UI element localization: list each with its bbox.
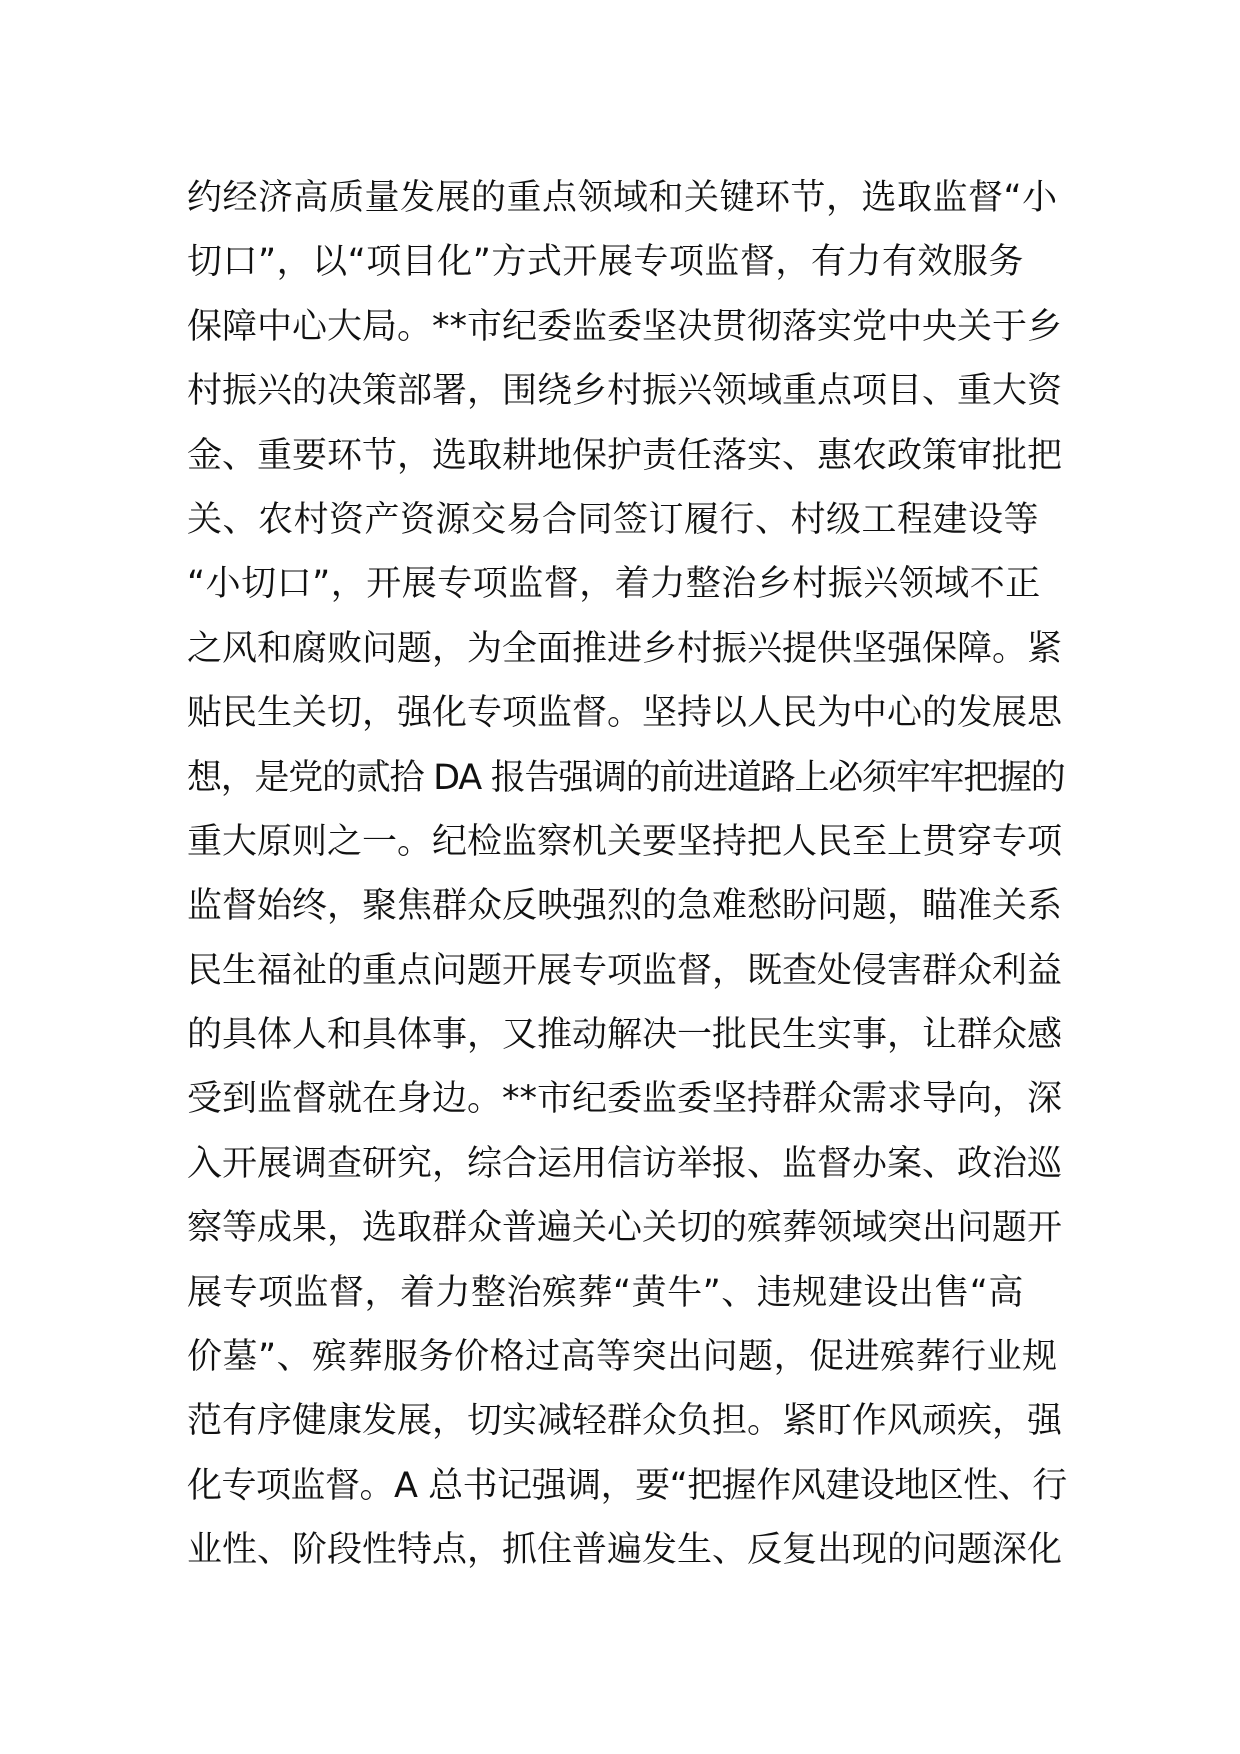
- text-line: 金、重要环节，选取耕地保护责任落实、惠农政策审批把: [187, 435, 1063, 476]
- text-line: 之风和腐败问题，为全面推进乡村振兴提供坚强保障。紧: [187, 628, 1063, 669]
- text-line: 受到监督就在身边。**市纪委监委坚持群众需求导向，深: [187, 1079, 1063, 1120]
- text-line: 切口”，以“项目化”方式开展专项监督，有力有效服务: [187, 242, 1024, 283]
- text-line: 入开展调查研究，综合运用信访举报、监督办案、政治巡: [187, 1143, 1063, 1184]
- text-line: 关、农村资产资源交易合同签订履行、村级工程建设等: [187, 499, 1040, 540]
- text-line: “小切口”，开展专项监督，着力整治乡村振兴领域不正: [187, 564, 1041, 605]
- text-line: 化专项监督。A 总书记强调，要“把握作风建设地区性、行: [187, 1465, 1067, 1506]
- text-line: 约经济高质量发展的重点领域和关键环节，选取监督“小: [187, 178, 1058, 218]
- text-line: 范有序健康发展，切实减轻群众负担。紧盯作风顽疾，强: [187, 1401, 1063, 1442]
- text-line: 的具体人和具体事，又推动解决一批民生实事，让群众感: [187, 1015, 1063, 1056]
- text-line: 价墓”、殡葬服务价格过高等突出问题，促进殡葬行业规: [187, 1337, 1058, 1378]
- body-paragraph: [187, 166, 1067, 1583]
- text-line: 监督始终，聚焦群众反映强烈的急难愁盼问题，瞄准关系: [187, 886, 1063, 927]
- text-line: 保障中心大局。**市纪委监委坚决贯彻落实党中央关于乡: [187, 306, 1063, 347]
- text-line: 贴民生关切，强化专项监督。坚持以人民为中心的发展思: [187, 693, 1063, 734]
- text-line: 想，是党的贰拾 DA 报告强调的前进道路上必须牢牢把握的: [187, 757, 1065, 798]
- text-line: 展专项监督，着力整治殡葬“黄牛”、违规建设出售“高: [187, 1272, 1024, 1313]
- text-line: 村振兴的决策部署，围绕乡村振兴领域重点项目、重大资: [187, 371, 1063, 412]
- text-line: 察等成果，选取群众普遍关心关切的殡葬领域突出问题开: [187, 1208, 1063, 1249]
- text-line: 民生福祉的重点问题开展专项监督，既查处侵害群众利益: [187, 950, 1063, 991]
- text-line: 重大原则之一。纪检监察机关要坚持把人民至上贯穿专项: [187, 821, 1063, 862]
- text-line: 业性、阶段性特点，抓住普遍发生、反复出现的问题深化: [187, 1530, 1063, 1571]
